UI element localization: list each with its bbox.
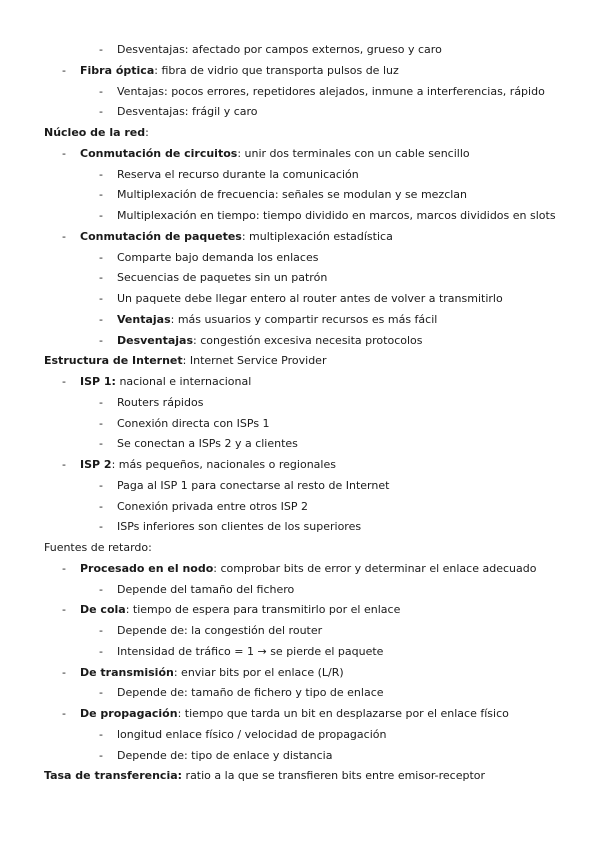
list-item-text xyxy=(44,766,485,787)
item-description: Depende de: tamaño de fichero y tipo de enlace xyxy=(117,686,384,700)
list-item xyxy=(0,414,600,435)
list-item-text xyxy=(117,642,383,663)
bullet-dash: - xyxy=(99,686,103,700)
list-item-text xyxy=(117,580,294,601)
list-item xyxy=(0,185,600,206)
bullet-dash: - xyxy=(99,84,103,98)
bullet-dash: - xyxy=(62,375,66,388)
bold-term: Desventajas xyxy=(117,333,194,347)
item-description: Se conectan a ISPs 2 y a clientes xyxy=(117,437,298,451)
list-item-text xyxy=(80,372,251,393)
list-item xyxy=(0,82,600,103)
bold-term: ISP 1: xyxy=(80,375,116,388)
bullet-dash: - xyxy=(99,105,103,119)
bullet-dash: - xyxy=(62,146,66,160)
item-description: Fuentes de retardo: xyxy=(44,541,152,554)
list-item-text xyxy=(117,621,322,642)
bold-term: De cola xyxy=(80,603,126,617)
list-item-text xyxy=(117,310,437,331)
bullet-dash: - xyxy=(99,43,103,56)
bullet-dash: - xyxy=(99,292,103,305)
item-description: : enviar bits por el enlace (L/R) xyxy=(173,665,344,679)
item-description: Depende de: la congestión del router xyxy=(117,624,323,637)
item-description: Paga al ISP 1 para conectarse al resto de Internet xyxy=(117,478,390,492)
item-description: Routers rápidos xyxy=(117,395,204,409)
bullet-dash: - xyxy=(62,229,66,243)
list-item-text xyxy=(80,600,400,621)
list-item xyxy=(0,580,600,601)
list-item-text xyxy=(117,434,298,455)
bullet-dash: - xyxy=(99,167,103,181)
item-description: : más usuarios y compartir recursos es más fácil xyxy=(170,312,438,326)
item-description: Desventajas: frágil y caro xyxy=(117,105,258,119)
list-item xyxy=(0,165,600,186)
list-item-text xyxy=(117,185,467,206)
item-description: : tiempo de espera para transmitirlo por el enlace xyxy=(125,603,401,617)
bold-term: ISP 2 xyxy=(80,458,112,471)
list-item xyxy=(0,268,600,289)
item-description: longitud enlace físico / velocidad de propagación xyxy=(117,727,387,741)
list-item-text xyxy=(117,725,386,746)
item-description: : unir dos terminales con un cable sencillo xyxy=(237,146,470,160)
bullet-dash: - xyxy=(99,478,103,492)
item-description: Intensidad de tráfico = 1 → se pierde el paquete xyxy=(117,644,384,658)
item-description: Conexión directa con ISPs 1 xyxy=(117,416,270,430)
bullet-dash: - xyxy=(99,333,103,347)
bullet-dash: - xyxy=(62,707,66,720)
list-item xyxy=(0,559,600,580)
list-item-text xyxy=(117,40,442,61)
item-description: : tiempo que tarda un bit en desplazarse por el enlace físico xyxy=(177,707,509,720)
item-description: ratio a la que se transfieren bits entre emisor-receptor xyxy=(182,769,486,783)
item-description: Ventajas: pocos errores, repetidores alejados, inmune a interferencias, rápido xyxy=(117,84,545,98)
item-description: : congestión excesiva necesita protocolos xyxy=(193,333,423,347)
list-item-text xyxy=(117,206,556,227)
item-description: : más pequeños, nacionales o regionales xyxy=(111,458,336,471)
list-item xyxy=(0,310,600,331)
item-description: nacional e internacional xyxy=(115,375,252,388)
bullet-dash: - xyxy=(99,499,103,513)
bullet-dash: - xyxy=(99,727,103,741)
bullet-dash: - xyxy=(99,271,103,285)
item-description: : Internet Service Provider xyxy=(182,354,327,368)
list-item xyxy=(0,663,600,684)
list-item xyxy=(0,600,600,621)
list-item xyxy=(0,642,600,663)
list-item-text xyxy=(44,538,152,559)
list-item-text xyxy=(117,331,423,352)
bold-term: Fibra óptica xyxy=(80,63,155,77)
bullet-dash: - xyxy=(99,437,103,451)
item-description: : comprobar bits de error y determinar el enlace adecuado xyxy=(213,561,537,575)
item-description: : multiplexación estadística xyxy=(241,229,393,243)
list-item-text xyxy=(117,393,203,414)
list-item-text xyxy=(80,227,393,248)
list-item xyxy=(0,455,600,476)
item-description: Conexión privada entre otros ISP 2 xyxy=(117,499,308,513)
bullet-dash: - xyxy=(99,748,103,762)
bullet-dash: - xyxy=(99,312,103,326)
item-description: Desventajas: afectado por campos externos, grueso y caro xyxy=(117,43,442,56)
list-item xyxy=(0,289,600,310)
bullet-dash: - xyxy=(99,250,103,264)
bold-term: Ventajas xyxy=(117,312,171,326)
bullet-dash: - xyxy=(99,582,103,596)
list-item-text xyxy=(44,123,149,144)
bullet-dash: - xyxy=(62,458,66,471)
list-item-text xyxy=(117,268,327,289)
list-item xyxy=(0,704,600,725)
list-item xyxy=(0,206,600,227)
bold-term: Tasa de transferencia: xyxy=(44,769,183,783)
bullet-dash: - xyxy=(62,665,66,679)
list-item-text xyxy=(117,476,389,497)
list-item-text xyxy=(117,248,318,269)
list-item xyxy=(0,61,600,82)
list-item-text xyxy=(80,455,336,476)
item-description: Depende de: tipo de enlace y distancia xyxy=(117,748,333,762)
bold-term: De transmisión xyxy=(80,665,174,679)
bullet-dash: - xyxy=(99,520,103,534)
bullet-dash: - xyxy=(62,561,66,575)
item-description: Comparte bajo demanda los enlaces xyxy=(117,250,319,264)
list-item-text xyxy=(117,165,359,186)
list-item xyxy=(0,476,600,497)
list-item-text xyxy=(117,414,270,435)
bullet-dash: - xyxy=(62,63,66,77)
list-item xyxy=(0,683,600,704)
list-item-text xyxy=(80,144,470,165)
list-item xyxy=(0,102,600,123)
list-item xyxy=(0,725,600,746)
list-item xyxy=(0,144,600,165)
item-description: Secuencias de paquetes sin un patrón xyxy=(117,271,328,285)
list-item xyxy=(0,746,600,767)
section-heading xyxy=(0,766,600,787)
list-item xyxy=(0,621,600,642)
list-item xyxy=(0,434,600,455)
list-item xyxy=(0,372,600,393)
bullet-dash: - xyxy=(62,603,66,617)
bullet-dash: - xyxy=(99,624,103,637)
bold-term: Conmutación de circuitos xyxy=(80,146,238,160)
bullet-dash: - xyxy=(99,644,103,658)
item-description: : fibra de vidrio que transporta pulsos de luz xyxy=(154,63,399,77)
list-item-text xyxy=(80,559,536,580)
bold-term: Núcleo de la red xyxy=(44,126,146,139)
list-item xyxy=(0,331,600,352)
bullet-dash: - xyxy=(99,416,103,430)
section-heading xyxy=(0,351,600,372)
item-description: Un paquete debe llegar entero al router antes de volver a transmitirlo xyxy=(117,292,503,305)
list-item-text xyxy=(117,683,384,704)
item-description: ISPs inferiores son clientes de los superiores xyxy=(117,520,362,534)
bullet-dash: - xyxy=(99,395,103,409)
item-description: Multiplexación de frecuencia: señales se modulan y se mezclan xyxy=(117,188,468,202)
list-item-text xyxy=(117,746,332,767)
bold-term: Estructura de Internet xyxy=(44,354,183,368)
list-item-text xyxy=(117,82,545,103)
list-item xyxy=(0,517,600,538)
item-description: Reserva el recurso durante la comunicación xyxy=(117,167,359,181)
list-item-text xyxy=(80,704,509,725)
bold-term: De propagación xyxy=(80,707,178,720)
list-item-text xyxy=(117,102,258,123)
list-item xyxy=(0,393,600,414)
bullet-dash: - xyxy=(99,188,103,202)
list-item-text xyxy=(80,663,344,684)
list-item xyxy=(0,497,600,518)
list-item-text xyxy=(80,61,399,82)
section-heading xyxy=(0,123,600,144)
section-heading xyxy=(0,538,600,559)
list-item-text xyxy=(117,289,503,310)
list-item xyxy=(0,248,600,269)
item-description: : xyxy=(145,126,149,139)
bullet-dash: - xyxy=(99,209,103,222)
item-description: Multiplexación en tiempo: tiempo dividido en marcos, marcos divididos en slots xyxy=(117,209,556,222)
list-item xyxy=(0,227,600,248)
bold-term: Procesado en el nodo xyxy=(80,561,214,575)
notes-document xyxy=(0,40,600,787)
list-item-text xyxy=(117,497,308,518)
list-item-text xyxy=(117,517,361,538)
list-item-text xyxy=(44,351,326,372)
list-item xyxy=(0,40,600,61)
bold-term: Conmutación de paquetes xyxy=(80,229,242,243)
item-description: Depende del tamaño del fichero xyxy=(117,582,295,596)
